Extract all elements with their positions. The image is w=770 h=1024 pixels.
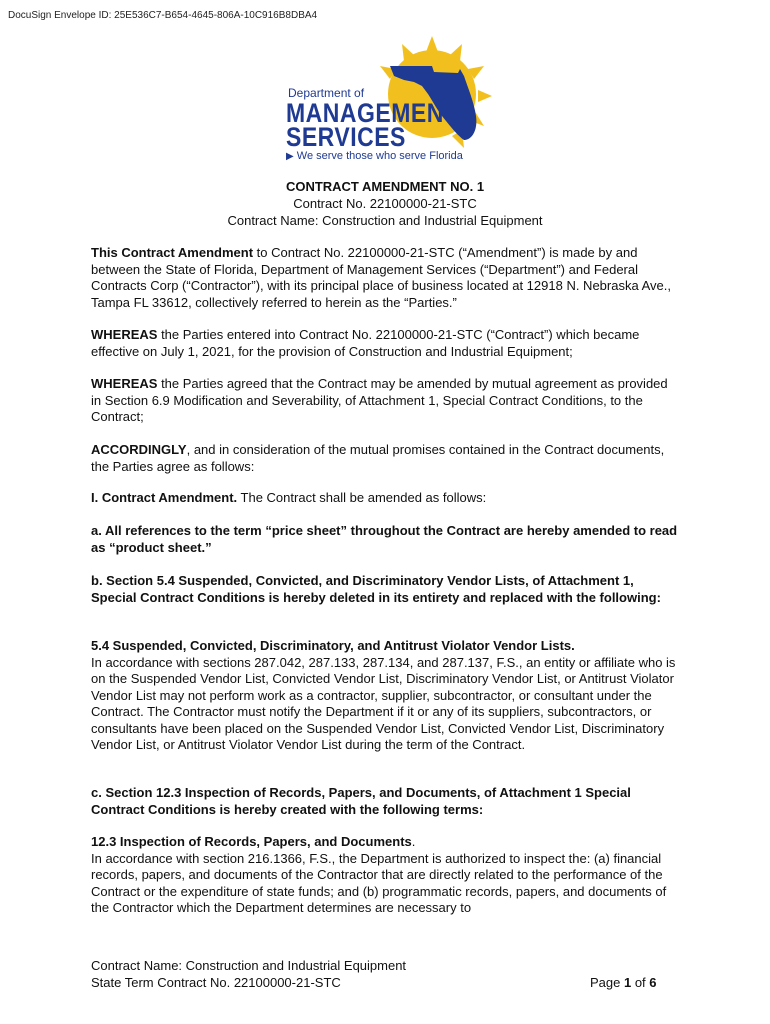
intro-lead: This Contract Amendment	[91, 245, 254, 260]
footer-contract-number: State Term Contract No. 22100000-21-STC	[91, 975, 341, 990]
whereas-2-lead: WHEREAS	[91, 376, 158, 391]
contract-header	[0, 178, 770, 229]
logo-department-of: Department of	[288, 86, 365, 100]
section-12-3-body: In accordance with section 216.1366, F.S., the Department is authorized to inspect the: (a) financial records, papers, and documents of the Contractor that are directly related to the performance of the Contract or the expenditure of state funds; and (b) programmatic records, papers, and documents of the Contractor which the Department determines are necessary to	[91, 850, 667, 915]
page-prefix: Page	[590, 975, 624, 990]
section-5-4-heading: 5.4 Suspended, Convicted, Discriminatory, and Antitrust Violator Vendor Lists.	[91, 638, 575, 653]
accordingly-lead: ACCORDINGLY	[91, 442, 187, 457]
intro-text: to Contract No. 22100000-21-STC (“Amendment”) is made by and between the State of Florida, Department of Management Services (“Department”) and Federal Contracts Corp (“Contractor”), with its principal place of business located at 12918 N. Nebraska Ave., Tampa FL 33612, collectively referred to herein as the “Parties.”	[91, 245, 671, 310]
docusign-envelope-id: DocuSign Envelope ID: 25E536C7-B654-4645-806A-10C916B8DBA4	[8, 10, 318, 21]
item-b-section-5-4	[91, 573, 681, 606]
paragraph-whereas-2	[91, 376, 681, 426]
section-5-4	[91, 638, 681, 754]
section-i-contract-amendment	[91, 490, 681, 507]
logo-management: MANAGEMENT	[286, 97, 459, 128]
logo-tagline	[286, 150, 463, 162]
page-total: 6	[649, 975, 657, 990]
item-a-price-sheet	[91, 523, 681, 556]
footer	[91, 957, 406, 991]
item-b-text: b. Section 5.4 Suspended, Convicted, and Discriminatory Vendor Lists, of Attachment 1, Special Contract Conditions is hereby deleted in its entirety and replaced with the following:	[91, 573, 661, 605]
section-12-3	[91, 834, 681, 917]
play-arrow-icon: ▶	[286, 151, 294, 162]
page-number	[590, 974, 657, 991]
accordingly-text: , and in consideration of the mutual promises contained in the Contract documents, the Parties agree as follows:	[91, 442, 665, 474]
whereas-1-lead: WHEREAS	[91, 327, 158, 342]
section-12-3-period: .	[411, 834, 416, 849]
section-i-heading: I. Contract Amendment.	[91, 490, 238, 505]
dms-logo	[282, 36, 492, 168]
footer-contract-name: Contract Name: Construction and Industrial Equipment	[91, 958, 407, 973]
contract-number: Contract No. 22100000-21-STC	[293, 196, 477, 211]
logo-tagline-text: We serve those who serve Florida	[296, 150, 463, 162]
page-of: of	[631, 975, 650, 990]
section-i-text: The Contract shall be amended as follows:	[237, 490, 487, 505]
logo-services: SERVICES	[286, 121, 406, 152]
whereas-1-text: the Parties entered into Contract No. 22100000-21-STC (“Contract”) which became effective on July 1, 2021, for the provision of Construction and Industrial Equipment;	[91, 327, 640, 359]
section-5-4-body: In accordance with sections 287.042, 287.133, 287.134, and 287.137, F.S., an entity or affiliate who is on the Suspended Vendor List, Convicted Vendor List, Discriminatory Vendor List, or Antitrust Violator Vendor List may not perform work as a contractor, supplier, subcontractor, or consultant under the Contract. The Contractor must notify the Department if it or any of its suppliers, subcontractors, or consultants have been placed on the Suspended Vendor List, Convicted Vendor List, Discriminatory Vendor List, or Antitrust Violator Vendor List during the term of the Contract.	[91, 654, 676, 752]
paragraph-accordingly	[91, 442, 681, 475]
paragraph-intro	[91, 245, 681, 311]
item-c-section-12-3	[91, 785, 681, 818]
amendment-title: CONTRACT AMENDMENT NO. 1	[285, 179, 485, 194]
contract-name: Contract Name: Construction and Industrial Equipment	[227, 213, 543, 228]
paragraph-whereas-1	[91, 327, 681, 360]
item-a-text: a. All references to the term “price sheet” throughout the Contract are hereby amended to read as “product sheet.”	[91, 523, 678, 555]
page-current: 1	[623, 975, 632, 990]
whereas-2-text: the Parties agreed that the Contract may be amended by mutual agreement as provided in Section 6.9 Modification and Severability, of Attachment 1, Special Contract Conditions, to the Contract;	[91, 376, 668, 424]
section-12-3-heading: 12.3 Inspection of Records, Papers, and Documents	[91, 834, 412, 849]
item-c-text: c. Section 12.3 Inspection of Records, Papers, and Documents, of Attachment 1 Special Contract Conditions is hereby created with the following terms:	[91, 785, 631, 817]
